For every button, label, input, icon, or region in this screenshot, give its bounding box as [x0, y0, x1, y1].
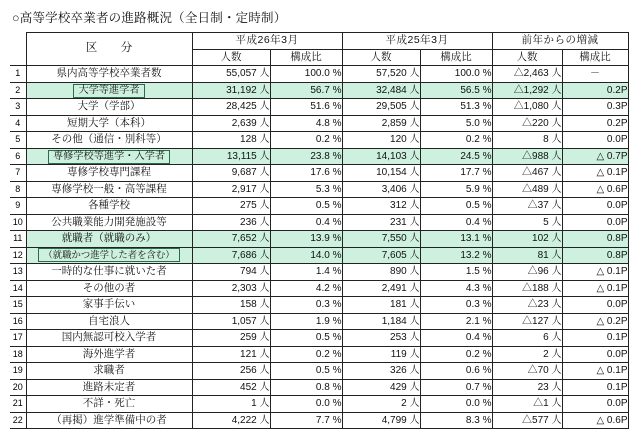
cell-ratio-2014: 4.8 %	[270, 115, 342, 132]
header-group-2014: 平成26年3月	[192, 33, 342, 50]
table-row	[10, 198, 628, 215]
table-row	[10, 379, 628, 396]
cell-count-change: △988 人	[492, 148, 562, 165]
table-row	[10, 181, 628, 198]
table-row	[10, 231, 628, 248]
cell-count-change: △188 人	[492, 280, 562, 297]
cell-ratio-change: △ 0.1P	[562, 264, 628, 281]
cell-ratio-change: 0.0P	[562, 396, 628, 413]
row-label: 就職者（就職のみ）	[26, 231, 192, 248]
cell-count-2013: 1,184 人	[342, 313, 420, 330]
row-label: 県内高等学校卒業者数	[26, 66, 192, 83]
cell-ratio-2013: 0.2 %	[420, 346, 492, 363]
cell-count-2014: 275 人	[192, 198, 270, 215]
cell-count-2013: 119 人	[342, 346, 420, 363]
cell-ratio-2014: 0.4 %	[270, 214, 342, 231]
cell-count-2014: 794 人	[192, 264, 270, 281]
cell-ratio-2013: 0.6 %	[420, 363, 492, 380]
table-row	[10, 330, 628, 347]
cell-ratio-2013: 0.0 %	[420, 396, 492, 413]
row-label	[26, 148, 192, 165]
cell-count-2013: 181 人	[342, 297, 420, 314]
cell-count-2014: 2,917 人	[192, 181, 270, 198]
cell-ratio-change: 0.0P	[562, 214, 628, 231]
row-number: 19	[10, 363, 26, 380]
row-label: 大学（学部）	[26, 99, 192, 116]
cell-count-2014: 13,115 人	[192, 148, 270, 165]
cell-ratio-2013: 0.3 %	[420, 297, 492, 314]
cell-ratio-2014: 1.4 %	[270, 264, 342, 281]
cell-ratio-2013: 0.4 %	[420, 330, 492, 347]
cell-count-change: △220 人	[492, 115, 562, 132]
cell-count-change: △70 人	[492, 363, 562, 380]
cell-count-2013: 4,799 人	[342, 412, 420, 429]
cell-count-change: △1,292 人	[492, 82, 562, 99]
cell-ratio-change: 0.8P	[562, 247, 628, 264]
header-spacer	[10, 33, 26, 50]
cell-count-change: 8 人	[492, 132, 562, 149]
cell-ratio-change: 0.8P	[562, 231, 628, 248]
cell-ratio-change: 0.1P	[562, 379, 628, 396]
table-row	[10, 346, 628, 363]
cell-count-2013: 2,859 人	[342, 115, 420, 132]
cell-ratio-2014: 17.6 %	[270, 165, 342, 182]
cell-ratio-2013: 5.0 %	[420, 115, 492, 132]
cell-count-2014: 2,639 人	[192, 115, 270, 132]
row-number: 22	[10, 412, 26, 429]
row-number: 20	[10, 379, 26, 396]
row-label: 短期大学（本科）	[26, 115, 192, 132]
cell-ratio-2014: 0.0 %	[270, 396, 342, 413]
row-label: 専修学校専門課程	[26, 165, 192, 182]
table-row	[10, 396, 628, 413]
cell-ratio-2014: 4.2 %	[270, 280, 342, 297]
cell-ratio-2013: 0.4 %	[420, 214, 492, 231]
table-header	[10, 33, 628, 66]
cell-count-2014: 31,192 人	[192, 82, 270, 99]
cell-ratio-change: △ 0.6P	[562, 181, 628, 198]
cell-count-change: △489 人	[492, 181, 562, 198]
cell-count-2013: 231 人	[342, 214, 420, 231]
row-number: 3	[10, 99, 26, 116]
table-row	[10, 99, 628, 116]
cell-count-change: △1,080 人	[492, 99, 562, 116]
row-label-text: （就職かつ進学した者を含む）	[38, 248, 179, 262]
row-label	[26, 82, 192, 99]
row-number: 16	[10, 313, 26, 330]
row-label: 公共職業能力開発施設等	[26, 214, 192, 231]
cell-ratio-change: 0.2P	[562, 82, 628, 99]
progress-overview-table	[10, 32, 629, 429]
cell-ratio-change: －	[562, 66, 628, 83]
cell-count-2013: 326 人	[342, 363, 420, 380]
table-row	[10, 66, 628, 83]
cell-count-2013: 253 人	[342, 330, 420, 347]
cell-ratio-2014: 0.5 %	[270, 330, 342, 347]
cell-ratio-2014: 13.9 %	[270, 231, 342, 248]
row-label	[26, 247, 192, 264]
cell-count-2013: 120 人	[342, 132, 420, 149]
table-row	[10, 313, 628, 330]
row-label: その他の者	[26, 280, 192, 297]
cell-count-2013: 2 人	[342, 396, 420, 413]
cell-count-change: △127 人	[492, 313, 562, 330]
cell-count-change: △577 人	[492, 412, 562, 429]
cell-ratio-2013: 56.5 %	[420, 82, 492, 99]
row-number: 15	[10, 297, 26, 314]
cell-count-2014: 128 人	[192, 132, 270, 149]
row-label: 海外進学者	[26, 346, 192, 363]
cell-count-2013: 7,550 人	[342, 231, 420, 248]
cell-count-2014: 2,303 人	[192, 280, 270, 297]
header-spacer-2	[10, 49, 26, 66]
row-label: その他（通信・別科等）	[26, 132, 192, 149]
cell-count-2013: 312 人	[342, 198, 420, 215]
row-number: 7	[10, 165, 26, 182]
cell-ratio-2013: 0.5 %	[420, 198, 492, 215]
cell-ratio-2014: 100.0 %	[270, 66, 342, 83]
cell-count-2014: 9,687 人	[192, 165, 270, 182]
cell-ratio-2013: 13.1 %	[420, 231, 492, 248]
cell-count-2014: 121 人	[192, 346, 270, 363]
cell-ratio-change: 0.0P	[562, 297, 628, 314]
header-sub-count-change: 人数	[492, 49, 562, 66]
cell-count-change: 5 人	[492, 214, 562, 231]
row-number: 13	[10, 264, 26, 281]
cell-ratio-2014: 0.5 %	[270, 363, 342, 380]
row-number: 1	[10, 66, 26, 83]
cell-ratio-2014: 7.7 %	[270, 412, 342, 429]
cell-ratio-change: 0.0P	[562, 346, 628, 363]
row-label: 進路未定者	[26, 379, 192, 396]
row-number: 10	[10, 214, 26, 231]
cell-ratio-2014: 0.2 %	[270, 346, 342, 363]
row-label-text: 大学等進学者	[73, 84, 144, 98]
table-row	[10, 412, 628, 429]
cell-count-2013: 7,605 人	[342, 247, 420, 264]
row-label: 各種学校	[26, 198, 192, 215]
cell-ratio-change: △ 0.1P	[562, 165, 628, 182]
row-number: 8	[10, 181, 26, 198]
cell-count-change: △467 人	[492, 165, 562, 182]
table-row	[10, 214, 628, 231]
row-number: 4	[10, 115, 26, 132]
cell-ratio-2013: 51.3 %	[420, 99, 492, 116]
cell-count-change: △37 人	[492, 198, 562, 215]
cell-count-change: 102 人	[492, 231, 562, 248]
cell-ratio-2013: 24.5 %	[420, 148, 492, 165]
cell-count-change: △2,463 人	[492, 66, 562, 83]
cell-count-change: 81 人	[492, 247, 562, 264]
cell-count-change: 2 人	[492, 346, 562, 363]
cell-ratio-2014: 56.7 %	[270, 82, 342, 99]
cell-count-2013: 2,491 人	[342, 280, 420, 297]
cell-count-2014: 256 人	[192, 363, 270, 380]
row-label: 求職者	[26, 363, 192, 380]
table-row	[10, 148, 628, 165]
cell-count-2014: 158 人	[192, 297, 270, 314]
cell-ratio-change: △ 0.1P	[562, 280, 628, 297]
header-sub-ratio-2014: 構成比	[270, 49, 342, 66]
table-row	[10, 280, 628, 297]
cell-ratio-2014: 14.0 %	[270, 247, 342, 264]
table-row	[10, 165, 628, 182]
table-row	[10, 82, 628, 99]
table-row	[10, 264, 628, 281]
table-row	[10, 297, 628, 314]
table-row	[10, 132, 628, 149]
row-number: 6	[10, 148, 26, 165]
cell-count-2013: 429 人	[342, 379, 420, 396]
header-sub-count-2014: 人数	[192, 49, 270, 66]
cell-count-2013: 14,103 人	[342, 148, 420, 165]
cell-ratio-2014: 1.9 %	[270, 313, 342, 330]
cell-ratio-change: 0.0P	[562, 198, 628, 215]
cell-ratio-change: △ 0.7P	[562, 148, 628, 165]
row-number: 5	[10, 132, 26, 149]
cell-count-2013: 3,406 人	[342, 181, 420, 198]
cell-count-2014: 1 人	[192, 396, 270, 413]
row-label: 不詳・死亡	[26, 396, 192, 413]
header-kubun: 区 分	[26, 33, 192, 66]
cell-ratio-2013: 0.7 %	[420, 379, 492, 396]
row-label: （再掲）進学準備中の者	[26, 412, 192, 429]
row-label: 家事手伝い	[26, 297, 192, 314]
row-number: 18	[10, 346, 26, 363]
cell-ratio-change: 0.3P	[562, 99, 628, 116]
cell-count-change: 23 人	[492, 379, 562, 396]
row-number: 2	[10, 82, 26, 99]
cell-count-2014: 7,652 人	[192, 231, 270, 248]
cell-ratio-2013: 1.5 %	[420, 264, 492, 281]
row-number: 21	[10, 396, 26, 413]
cell-ratio-2013: 13.2 %	[420, 247, 492, 264]
cell-count-change: △23 人	[492, 297, 562, 314]
cell-count-2013: 57,520 人	[342, 66, 420, 83]
cell-count-2013: 890 人	[342, 264, 420, 281]
cell-ratio-2014: 0.2 %	[270, 132, 342, 149]
cell-ratio-change: △ 0.6P	[562, 412, 628, 429]
cell-count-2014: 4,222 人	[192, 412, 270, 429]
cell-count-change: △1 人	[492, 396, 562, 413]
cell-count-2014: 7,686 人	[192, 247, 270, 264]
cell-ratio-2014: 51.6 %	[270, 99, 342, 116]
cell-ratio-2014: 23.8 %	[270, 148, 342, 165]
table-row	[10, 247, 628, 264]
row-label-text: 専修学校等進学・入学者	[48, 150, 170, 164]
cell-ratio-2013: 2.1 %	[420, 313, 492, 330]
table-row	[10, 363, 628, 380]
cell-count-change: 6 人	[492, 330, 562, 347]
cell-ratio-2014: 5.3 %	[270, 181, 342, 198]
cell-ratio-2013: 100.0 %	[420, 66, 492, 83]
cell-ratio-change: 0.1P	[562, 330, 628, 347]
header-sub-count-2013: 人数	[342, 49, 420, 66]
cell-ratio-change: △ 0.2P	[562, 313, 628, 330]
cell-count-2014: 236 人	[192, 214, 270, 231]
row-number: 14	[10, 280, 26, 297]
cell-count-2014: 1,057 人	[192, 313, 270, 330]
table-row	[10, 115, 628, 132]
cell-count-change: △96 人	[492, 264, 562, 281]
cell-count-2013: 32,484 人	[342, 82, 420, 99]
cell-count-2013: 29,505 人	[342, 99, 420, 116]
cell-count-2013: 10,154 人	[342, 165, 420, 182]
row-number: 9	[10, 198, 26, 215]
row-number: 17	[10, 330, 26, 347]
header-group-2013: 平成25年3月	[342, 33, 492, 50]
cell-ratio-change: 0.0P	[562, 132, 628, 149]
cell-ratio-2013: 0.2 %	[420, 132, 492, 149]
row-label: 自宅浪人	[26, 313, 192, 330]
table-header-row-groups	[10, 33, 628, 50]
cell-ratio-2013: 17.7 %	[420, 165, 492, 182]
cell-ratio-2014: 0.8 %	[270, 379, 342, 396]
cell-count-2014: 452 人	[192, 379, 270, 396]
row-label: 国内無認可校入学者	[26, 330, 192, 347]
cell-count-2014: 28,425 人	[192, 99, 270, 116]
cell-ratio-2014: 0.3 %	[270, 297, 342, 314]
page-title: ○高等学校卒業者の進路概況（全日制・定時制）	[12, 11, 287, 25]
cell-count-2014: 55,057 人	[192, 66, 270, 83]
row-label: 専修学校一般・高等課程	[26, 181, 192, 198]
cell-ratio-change: △ 0.1P	[562, 363, 628, 380]
cell-ratio-2013: 8.3 %	[420, 412, 492, 429]
header-group-change: 前年からの増減	[492, 33, 628, 50]
cell-ratio-2014: 0.5 %	[270, 198, 342, 215]
cell-count-2014: 259 人	[192, 330, 270, 347]
cell-ratio-change: 0.2P	[562, 115, 628, 132]
row-number: 11	[10, 231, 26, 248]
cell-ratio-2013: 5.9 %	[420, 181, 492, 198]
header-sub-ratio-change: 構成比	[562, 49, 628, 66]
header-sub-ratio-2013: 構成比	[420, 49, 492, 66]
table-body	[10, 66, 628, 429]
cell-ratio-2013: 4.3 %	[420, 280, 492, 297]
row-number: 12	[10, 247, 26, 264]
row-label: 一時的な仕事に就いた者	[26, 264, 192, 281]
